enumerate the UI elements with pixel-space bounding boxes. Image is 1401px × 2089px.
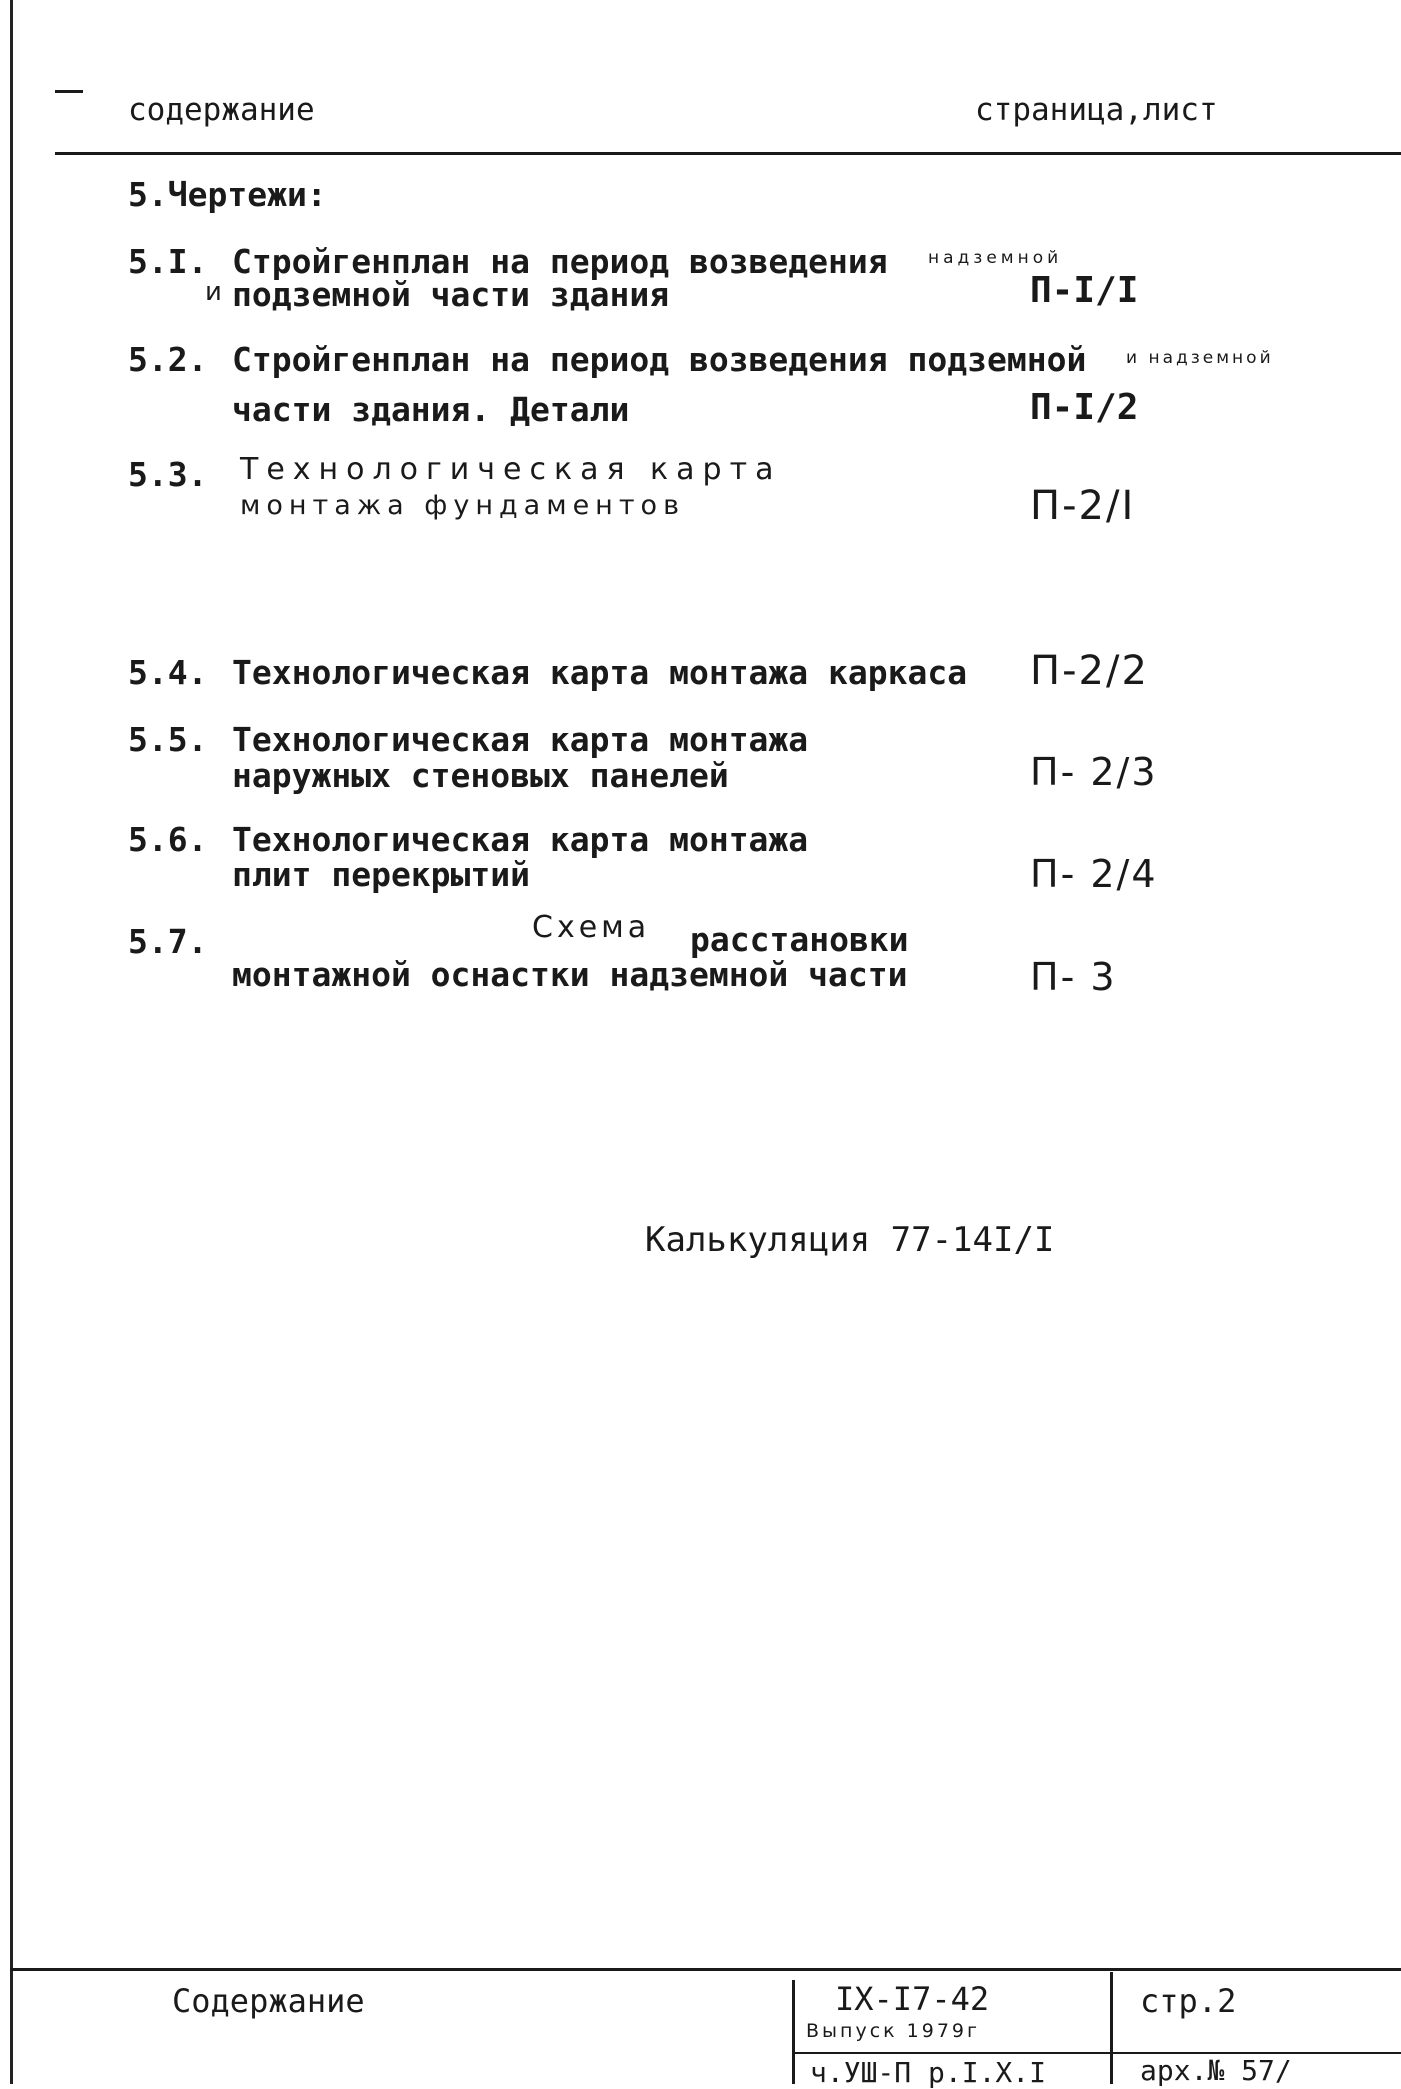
item-handwritten-insert: и (205, 277, 228, 307)
title-block-part: ч.УШ-П р.I.X.I (810, 2056, 1047, 2089)
item-number: 5.6. (128, 820, 208, 859)
item-title-line2: части здания. Детали (232, 390, 630, 429)
item-handwritten-title-line1: Технологическая карта (240, 452, 782, 487)
title-block-sheet-name: Содержание (172, 1982, 365, 2020)
item-number: 5.7. (128, 922, 208, 961)
title-block-divider (1110, 1972, 1113, 2084)
title-block-row-rule (795, 2052, 1401, 2054)
item-handwritten-insert: Схема (532, 910, 651, 945)
item-sheet: П-2/I (1030, 483, 1136, 529)
item-sheet: П-I/2 (1030, 387, 1139, 428)
item-title-line2: подземной части здания (232, 275, 670, 314)
title-block-top-rule (10, 1968, 1401, 1971)
header-top-dash (55, 90, 83, 93)
item-title-line2: наружных стеновых панелей (232, 756, 729, 795)
item-number: 5.I. (128, 242, 208, 281)
title-block-archive: арх.№ 57/ (1140, 2054, 1292, 2087)
title-block-issue: Выпуск 1979г (806, 2020, 981, 2042)
item-sheet: П- 2/4 (1030, 852, 1158, 896)
item-title-line1: Технологическая карта монтажа (232, 720, 809, 759)
item-handwritten-insert: и надземной (1126, 348, 1274, 368)
header-page-label: страница,лист (975, 92, 1218, 128)
title-block-divider (792, 1980, 795, 2084)
item-handwritten-insert: надземной (928, 248, 1063, 268)
header-rule (55, 152, 1401, 155)
item-sheet: П-I/I (1030, 270, 1139, 311)
item-title-line2: монтажной оснастки надземной части (232, 955, 908, 994)
item-number: 5.3. (128, 455, 208, 494)
item-sheet: П- 2/3 (1030, 750, 1158, 794)
item-title-line2: плит перекрытий (232, 855, 531, 894)
item-title-line1: Стройгенплан на период возведения подземной (232, 340, 1087, 379)
item-title-line1: Технологическая карта монтажа каркаса (232, 653, 968, 692)
item-sheet: П-2/2 (1030, 648, 1149, 694)
item-handwritten-title-line2: монтажа фундаментов (240, 490, 685, 521)
header-contents-label: содержание (128, 92, 315, 128)
frame-left-border (10, 0, 13, 2084)
item-title-line1: Стройгенплан на период возведения (232, 242, 888, 281)
item-title-line1: Технологическая карта монтажа (232, 820, 809, 859)
item-sheet: П- 3 (1030, 955, 1117, 999)
item-number: 5.2. (128, 340, 208, 379)
item-number: 5.5. (128, 720, 208, 759)
section-title: 5.Чертежи: (128, 175, 327, 214)
calculation-reference: Калькуляция 77-14I/I (645, 1220, 1055, 1260)
item-title-line1: расстановки (690, 920, 909, 959)
title-block-page: стр.2 (1140, 1982, 1237, 2020)
item-number: 5.4. (128, 653, 208, 692)
title-block-code: IX-I7-42 (835, 1980, 990, 2018)
